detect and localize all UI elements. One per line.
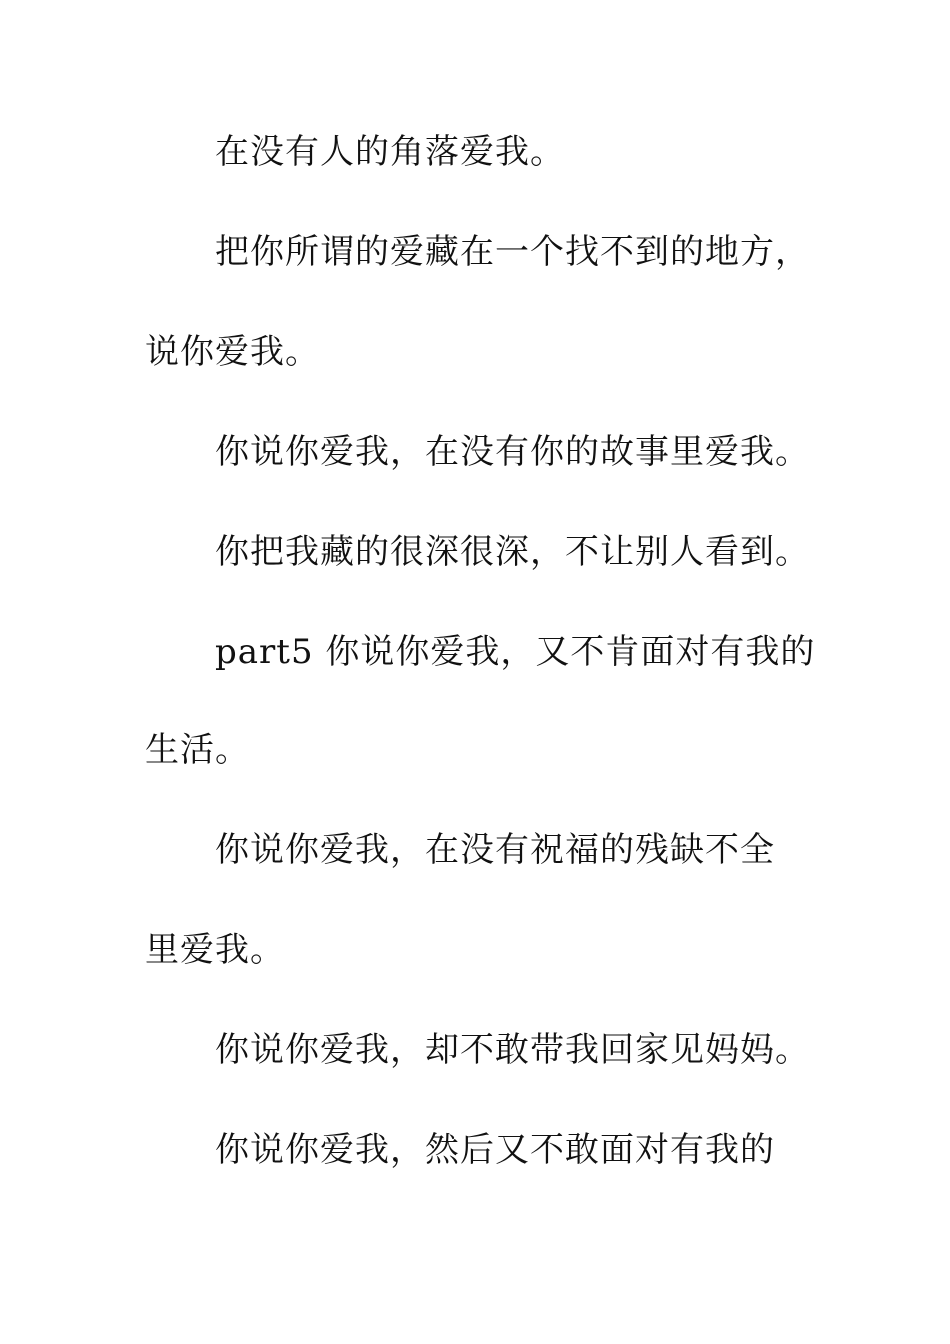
text-line: 你说你爱我，在没有祝福的残缺不全 [215, 830, 775, 870]
text-line: 生活。 [145, 730, 250, 770]
text-line: 说你爱我。 [145, 332, 320, 372]
text-line: part5 你说你爱我，又不肯面对有我的 [215, 632, 816, 672]
text-line: 你说你爱我，在没有你的故事里爱我。 [215, 432, 810, 472]
text-line: 你说你爱我，却不敢带我回家见妈妈。 [215, 1030, 810, 1070]
text-line: 里爱我。 [145, 930, 285, 970]
text-line: 把你所谓的爱藏在一个找不到的地方， [215, 232, 810, 272]
text-line: 在没有人的角落爱我。 [215, 132, 565, 172]
text-line: 你说你爱我，然后又不敢面对有我的 [215, 1130, 775, 1170]
text-line: 你把我藏的很深很深，不让别人看到。 [215, 532, 810, 572]
